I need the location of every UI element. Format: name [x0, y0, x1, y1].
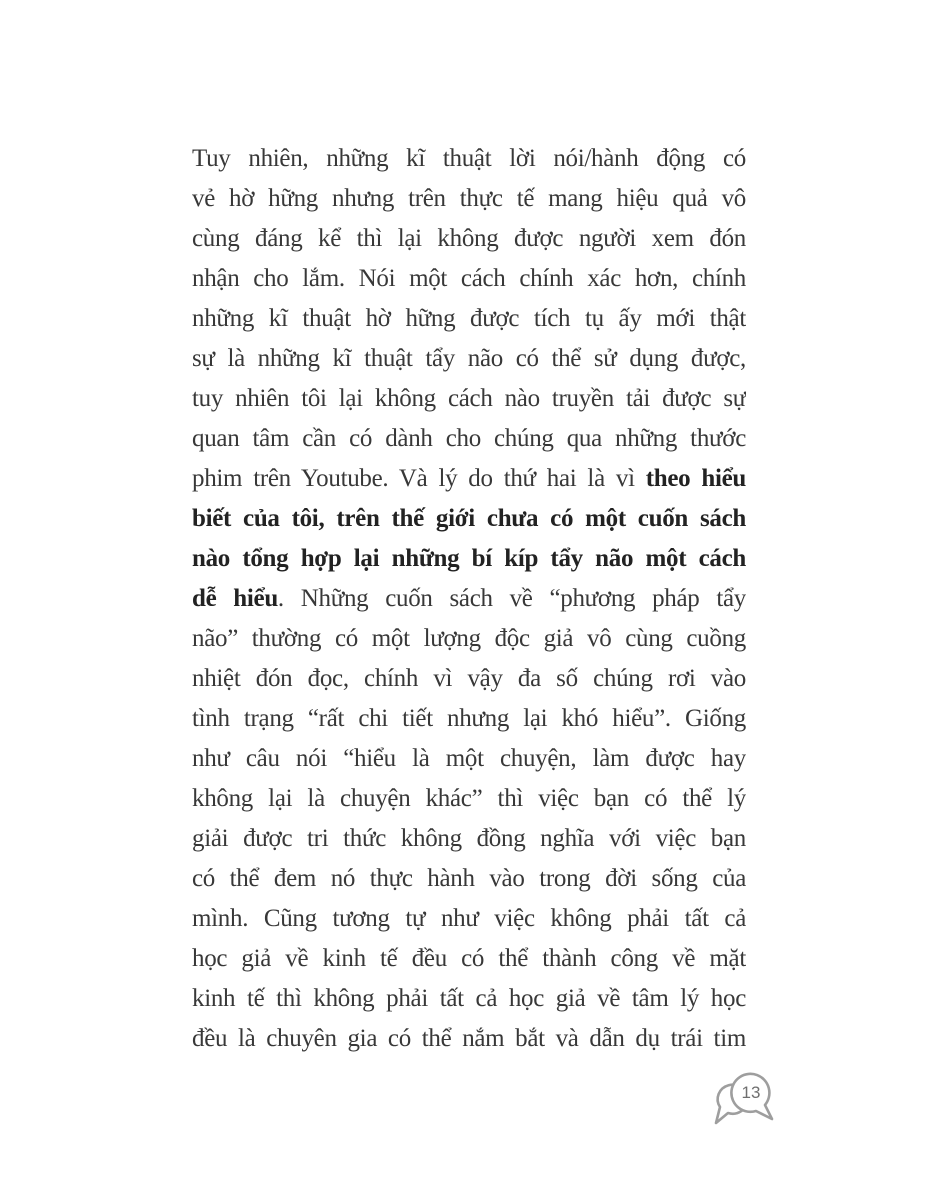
text-segment: kinh tế thì không phải tất cả học giả về tâm lý học: [192, 985, 746, 1012]
text-line: [192, 579, 746, 619]
text-line: [192, 379, 746, 419]
text-segment: quan tâm cần có dành cho chúng qua những thước: [192, 425, 746, 452]
bold-text-segment: theo hiểu: [645, 465, 746, 492]
text-segment: học giả về kinh tế đều có thể thành công về mặt: [192, 945, 746, 972]
text-line: [192, 899, 746, 939]
text-segment: Tuy nhiên, những kĩ thuật lời nói/hành động có: [192, 145, 746, 172]
text-segment: tuy nhiên tôi lại không cách nào truyền tải được sự: [192, 385, 746, 412]
text-segment: như câu nói “hiểu là một chuyện, làm được hay: [192, 745, 746, 772]
page-footer: [708, 1070, 780, 1130]
text-line: [192, 739, 746, 779]
text-segment: giải được tri thức không đồng nghĩa với việc bạn: [192, 825, 746, 852]
text-segment: phim trên Youtube. Và lý do thứ hai là vì: [192, 465, 646, 492]
text-segment: sự là những kĩ thuật tẩy não có thể sử dụng được,: [192, 345, 746, 372]
text-line: [192, 339, 746, 379]
text-segment: có thể đem nó thực hành vào trong đời sống của: [192, 865, 746, 892]
text-segment: cùng đáng kể thì lại không được người xem đón: [192, 225, 746, 252]
text-line: [192, 539, 746, 579]
text-line: [192, 979, 746, 1019]
text-segment: tình trạng “rất chi tiết nhưng lại khó hiểu”. Giống: [192, 705, 746, 732]
text-line: [192, 179, 746, 219]
bold-text-segment: nào tổng hợp lại những bí kíp tẩy não một cách: [192, 545, 746, 572]
text-segment: đều là chuyên gia có thể nắm bắt và dẫn dụ trái tim: [192, 1025, 746, 1052]
text-line: [192, 699, 746, 739]
text-line: [192, 419, 746, 459]
page-number: 13: [741, 1083, 761, 1102]
text-line: [192, 659, 746, 699]
text-segment: . Những cuốn sách về “phương pháp tẩy: [277, 585, 746, 612]
text-segment: nhiệt đón đọc, chính vì vậy đa số chúng rơi vào: [192, 665, 746, 692]
text-line: [192, 259, 746, 299]
text-segment: nhận cho lắm. Nói một cách chính xác hơn, chính: [192, 265, 746, 292]
text-segment: không lại là chuyện khác” thì việc bạn có thể lý: [192, 785, 746, 812]
bold-text-segment: biết của tôi, trên thế giới chưa có một cuốn sách: [192, 505, 746, 532]
text-segment: vẻ hờ hững nhưng trên thực tế mang hiệu quả vô: [192, 185, 746, 212]
text-line: [192, 779, 746, 819]
text-line: [192, 459, 746, 499]
text-line: [192, 819, 746, 859]
text-line: [192, 939, 746, 979]
text-line: [192, 219, 746, 259]
text-line: [192, 499, 746, 539]
bold-text-segment: dễ hiểu: [192, 585, 278, 612]
body-text: [192, 139, 746, 1059]
text-segment: những kĩ thuật hờ hững được tích tụ ấy mới thật: [192, 305, 746, 332]
text-segment: não” thường có một lượng độc giả vô cùng cuồng: [192, 625, 746, 652]
text-line: [192, 619, 746, 659]
text-line: [192, 1019, 746, 1059]
text-line: [192, 299, 746, 339]
text-segment: mình. Cũng tương tự như việc không phải tất cả: [192, 905, 746, 932]
text-line: [192, 139, 746, 179]
text-line: [192, 859, 746, 899]
